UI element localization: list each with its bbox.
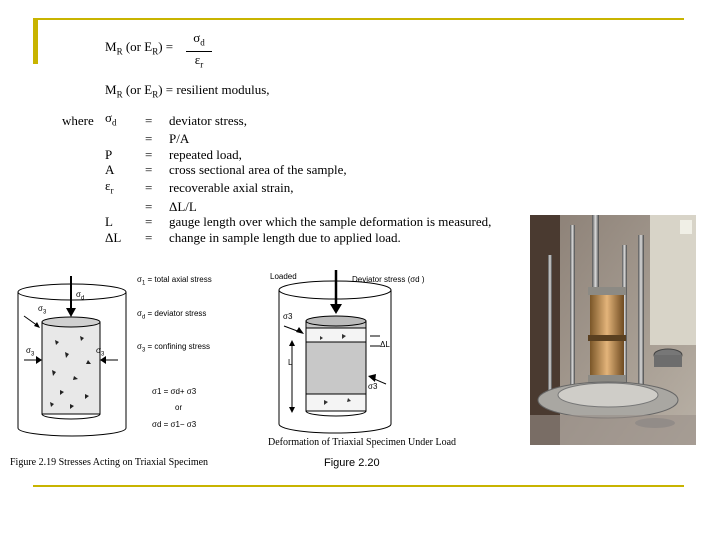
stress-relation-1: σ1 = σd+ σ3	[152, 387, 197, 396]
definition-row: ΔL = change in sample length due to applied load.	[105, 229, 401, 245]
sigma-3-label-top: σ3	[283, 312, 293, 321]
diagram-label-sigma-3-right: $\sigma_3$	[96, 346, 105, 358]
where-label: where	[62, 112, 94, 128]
accent-bottom-rule	[33, 485, 684, 487]
delta-l-label: ΔL	[380, 340, 390, 349]
stress-relation-or: or	[175, 403, 183, 412]
l-label: L	[288, 358, 293, 367]
diagram-label-sigma-d: $\sigma_d$	[76, 290, 85, 302]
accent-top-rule	[38, 18, 684, 20]
legend-deviator-stress: $\sigma_d$ = deviator stress	[137, 309, 207, 321]
definition-row: $\varepsilon_r$ = recoverable axial strain,	[105, 177, 294, 196]
definition-row: = ΔL/L	[145, 198, 197, 214]
triaxial-apparatus-photo	[530, 215, 696, 445]
figure-2-19-caption: Figure 2.19 Stresses Acting on Triaxial Specimen	[10, 457, 209, 468]
definition-row: where $\sigma_d$ = deviator stress,	[62, 110, 491, 131]
formula-fraction: $\sigma_d$ $\varepsilon_r$	[186, 30, 212, 72]
deformation-diagram-title: Deformation of Triaxial Specimen Under Load	[268, 437, 457, 448]
triaxial-specimen-diagram	[10, 270, 135, 448]
definition-row: A = cross sectional area of the sample,	[105, 162, 347, 178]
legend-confining-stress: $\sigma_3$ = confining stress	[137, 342, 210, 354]
legend-total-axial-stress: $\sigma_1$ = total axial stress	[137, 275, 212, 287]
diagram-label-sigma-3-left: $\sigma_3$	[26, 346, 35, 358]
resilient-modulus-definition: $M_R$ (or $E_R$) = resilient modulus,	[105, 82, 270, 100]
figure-2-20-caption: Figure 2.20	[324, 457, 380, 469]
stress-relation-2: σd = σ1− σ3	[152, 420, 197, 429]
diagram-label-sigma-3: $\sigma_3$	[38, 304, 47, 316]
definition-row: L = gauge length over which the sample deformation is measured,	[105, 214, 492, 230]
definition-row: P = repeated load,	[105, 146, 242, 162]
loaded-label: Loaded	[270, 272, 297, 281]
formula-lhs: $M_R$ (or $E_R$) =	[105, 39, 174, 57]
definition-row: = P/A	[145, 131, 190, 147]
variable-definitions	[62, 110, 491, 245]
deviator-stress-label: Deviator stress (σd )	[352, 275, 425, 284]
sigma-3-label-bottom: σ3	[368, 382, 378, 391]
accent-vertical-bar	[33, 18, 38, 64]
deformation-diagram	[262, 266, 512, 446]
